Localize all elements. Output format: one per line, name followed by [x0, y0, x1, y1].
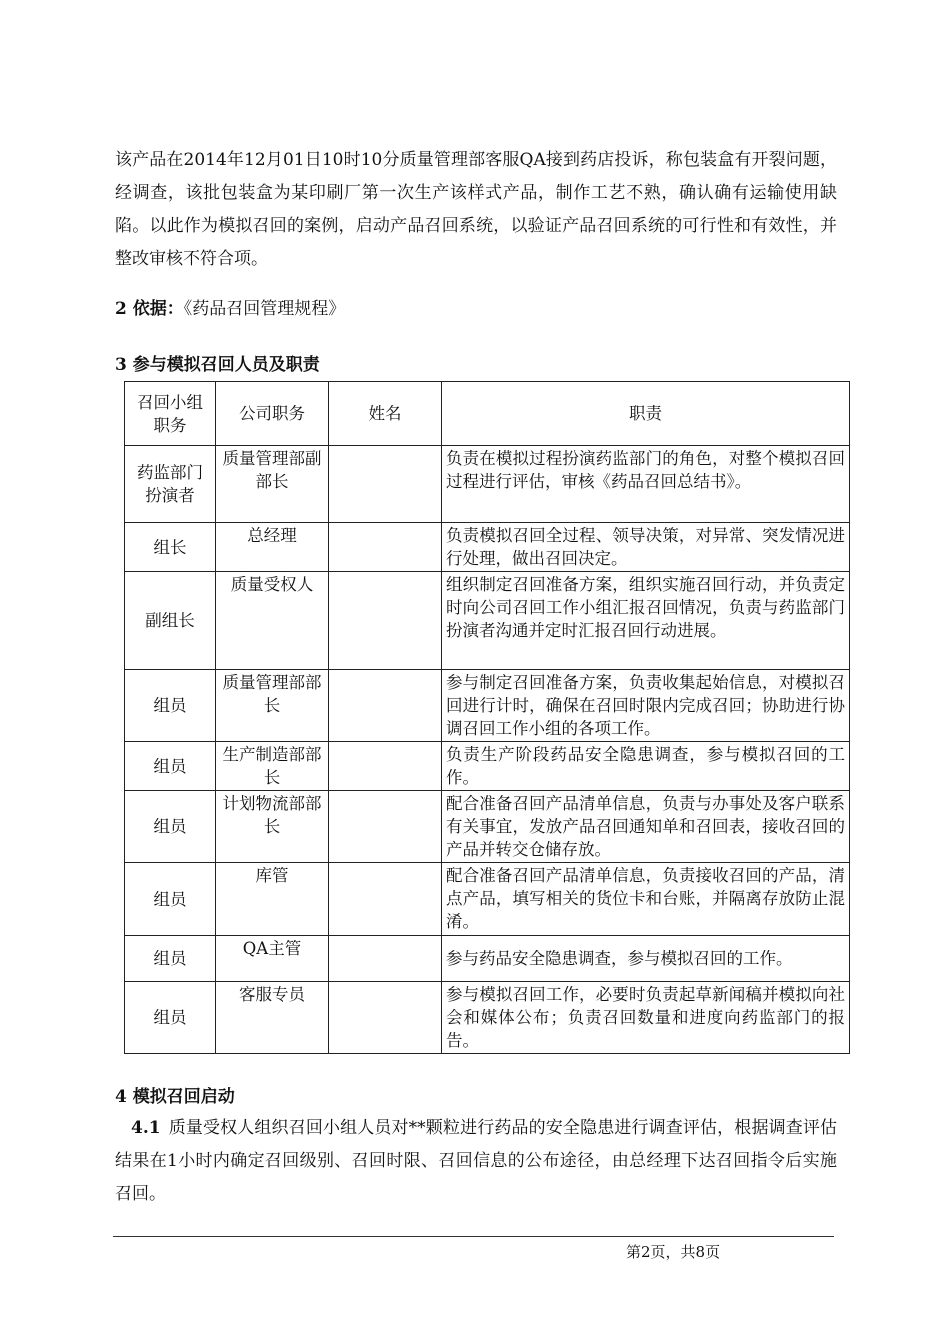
- team-role-cell: 组员: [125, 863, 216, 936]
- header-name: 姓名: [329, 382, 442, 446]
- table-row: [125, 936, 850, 982]
- position-cell: 计划物流部部长: [216, 791, 329, 863]
- section-2-reference: 《药品召回管理规程》: [183, 299, 346, 319]
- table-row: [125, 446, 850, 523]
- table-row: [125, 670, 850, 742]
- page-number-footer: 第2页，共8页: [626, 1243, 721, 1261]
- name-cell: [329, 572, 442, 670]
- section-4-heading: 4 模拟召回启动: [115, 1087, 235, 1107]
- duty-cell: 参与模拟召回工作，必要时负责起草新闻稿并模拟向社会和媒体公布；负责召回数量和进度向药监部门的报告。: [442, 982, 850, 1054]
- table-row: [125, 523, 850, 572]
- position-cell: 库管: [216, 863, 329, 936]
- intro-paragraph: 该产品在2014年12月01日10时10分质量管理部客服QA接到药店投诉，称包装盒有开裂问题，经调查，该批包装盒为某印刷厂第一次生产该样式产品，制作工艺不熟，确认确有运输使用缺陷。以此作为模拟召回的案例，启动产品召回系统，以验证产品召回系统的可行性和有效性，并整改审核不符合项。: [115, 150, 837, 269]
- responsibility-table: [124, 381, 850, 1054]
- name-cell: [329, 523, 442, 572]
- duty-cell: 参与制定召回准备方案，负责收集起始信息，对模拟召回进行计时，确保在召回时限内完成召回；协助进行协调召回工作小组的各项工作。: [442, 670, 850, 742]
- team-role-cell: 组员: [125, 791, 216, 863]
- duty-cell: 负责模拟召回全过程、领导决策，对异常、突发情况进行处理，做出召回决定。: [442, 523, 850, 572]
- team-role-cell: 副组长: [125, 572, 216, 670]
- table-row: [125, 742, 850, 791]
- duty-cell: 负责生产阶段药品安全隐患调查，参与模拟召回的工作。: [442, 742, 850, 791]
- table-row: [125, 863, 850, 936]
- position-cell: 生产制造部部长: [216, 742, 329, 791]
- name-cell: [329, 863, 442, 936]
- position-cell: 质量管理部部长: [216, 670, 329, 742]
- position-cell: QA主管: [216, 936, 329, 982]
- section-3-heading: 3 参与模拟召回人员及职责: [115, 355, 320, 375]
- name-cell: [329, 742, 442, 791]
- table-row: [125, 791, 850, 863]
- table-row: [125, 982, 850, 1054]
- table-header-row: [125, 382, 850, 446]
- name-cell: [329, 791, 442, 863]
- paragraph-4-1-number: 4.1: [131, 1118, 161, 1138]
- duty-cell: 组织制定召回准备方案，组织实施召回行动，并负责定时向公司召回工作小组汇报召回情况，负责与药监部门扮演者沟通并定时汇报召回行动进展。: [442, 572, 850, 670]
- position-cell: 质量管理部副部长: [216, 446, 329, 523]
- header-team-role: 召回小组职务: [125, 382, 216, 446]
- position-cell: 客服专员: [216, 982, 329, 1054]
- paragraph-4-1: [115, 1112, 837, 1211]
- team-role-cell: 组长: [125, 523, 216, 572]
- section-2-heading: [115, 294, 345, 319]
- duty-cell: 负责在模拟过程扮演药监部门的角色，对整个模拟召回过程进行评估，审核《药品召回总结书》。: [442, 446, 850, 523]
- duty-cell: 配合准备召回产品清单信息，负责与办事处及客户联系有关事宜，发放产品召回通知单和召回表，接收召回的产品并转交仓储存放。: [442, 791, 850, 863]
- name-cell: [329, 982, 442, 1054]
- team-role-cell: 药监部门扮演者: [125, 446, 216, 523]
- section-2-title: 2 依据：: [115, 299, 184, 319]
- name-cell: [329, 446, 442, 523]
- footer-divider: [113, 1236, 834, 1237]
- position-cell: 质量受权人: [216, 572, 329, 670]
- duty-cell: 配合准备召回产品清单信息，负责接收召回的产品，清点产品，填写相关的货位卡和台账，并隔离存放防止混淆。: [442, 863, 850, 936]
- team-role-cell: 组员: [125, 982, 216, 1054]
- name-cell: [329, 670, 442, 742]
- team-role-cell: 组员: [125, 742, 216, 791]
- team-role-cell: 组员: [125, 670, 216, 742]
- header-company-position: 公司职务: [216, 382, 329, 446]
- position-cell: 总经理: [216, 523, 329, 572]
- name-cell: [329, 936, 442, 982]
- header-duty: 职责: [442, 382, 850, 446]
- duty-cell: 参与药品安全隐患调查，参与模拟召回的工作。: [442, 936, 850, 982]
- paragraph-4-1-text: 质量受权人组织召回小组人员对**颗粒进行药品的安全隐患进行调查评估，根据调查评估结果在1小时内确定召回级别、召回时限、召回信息的公布途径，由总经理下达召回指令后实施召回。: [115, 1118, 837, 1204]
- team-role-cell: 组员: [125, 936, 216, 982]
- table-row: [125, 572, 850, 670]
